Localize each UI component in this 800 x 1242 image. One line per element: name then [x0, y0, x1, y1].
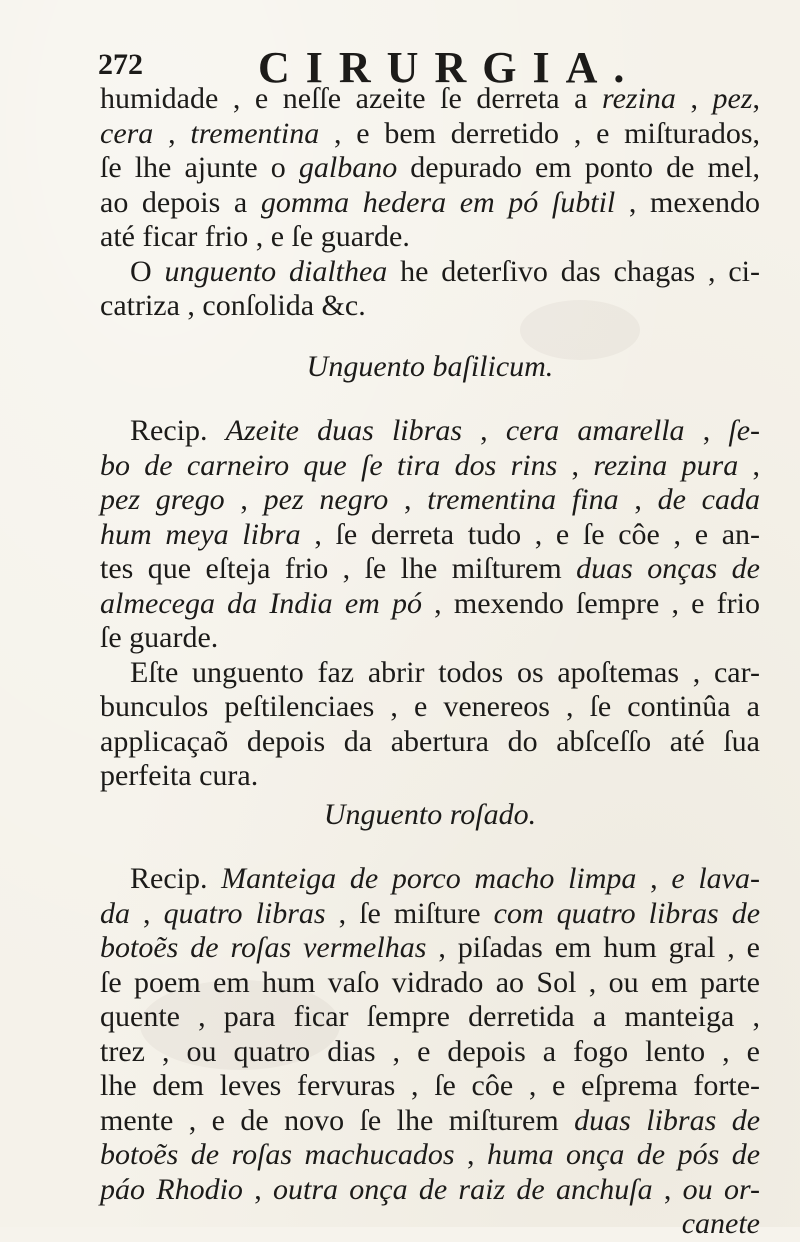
- text-run: ,: [684, 414, 729, 447]
- text-run: ,: [242, 1172, 273, 1206]
- paragraph: [100, 656, 760, 794]
- text-run: Recip.: [130, 862, 222, 895]
- text-run: ſe guarde.: [100, 621, 219, 654]
- text-run: até ficar frio , e ſe guarde.: [100, 220, 410, 253]
- italic-text: ſe-: [728, 414, 761, 447]
- text-run: Recip.: [130, 414, 226, 447]
- text-run: ,: [153, 116, 191, 150]
- text-run: ,: [675, 82, 713, 115]
- text-run: ,: [224, 483, 264, 516]
- italic-text: almecega da India em pó: [100, 586, 422, 620]
- text-run: mente , e de novo ſe lhe miſturem: [100, 1103, 575, 1137]
- text-line: [100, 220, 760, 255]
- text-line: [100, 289, 760, 324]
- catchword: canete: [681, 1207, 760, 1240]
- text-run: tes que eſteja frio , ſe lhe miſturem: [100, 552, 577, 585]
- text-run: ſe lhe ajunte o: [100, 151, 299, 184]
- text-run: , piſadas em hum gral , e: [426, 931, 761, 964]
- text-run: humidade , e neſſe azeite ſe derreta a: [100, 82, 603, 115]
- italic-text: trementina fina: [427, 483, 619, 516]
- text-run: ao depois a: [100, 185, 261, 219]
- text-run: ,: [462, 414, 506, 447]
- text-run: ,: [652, 1172, 683, 1206]
- recipe-paragraph: [100, 862, 760, 1207]
- text-run: lhe dem leves fervuras , ſe côe , e eſprema forte-: [100, 1069, 760, 1102]
- italic-text: com quatro libras de: [493, 896, 761, 930]
- italic-text: pez: [712, 82, 753, 115]
- text-run: perfeita cura.: [100, 759, 259, 792]
- italic-text: cera amarella: [505, 414, 685, 447]
- italic-text: Manteiga de porco macho limpa: [221, 862, 637, 895]
- text-line: [100, 725, 760, 760]
- text-run: , mexendo ſempre , e frio: [422, 586, 760, 620]
- text-line: [100, 518, 760, 553]
- section-heading: Unguento roſado.: [323, 797, 537, 831]
- text-line: [100, 483, 760, 518]
- text-line: [100, 897, 760, 932]
- italic-text: hum meya libra: [100, 517, 301, 551]
- text-line: [100, 1035, 760, 1070]
- italic-text: pez grego: [100, 483, 225, 516]
- italic-text: botoẽs de roſas vermelhas: [100, 931, 427, 964]
- text-run: ,: [738, 448, 761, 482]
- text-line: [100, 1138, 760, 1173]
- italic-text: gomma hedera em pó ſubtil: [260, 185, 616, 219]
- text-line: [100, 1069, 760, 1104]
- italic-text: botoẽs de roſas machucados: [100, 1138, 455, 1171]
- italic-text: pez negro: [263, 483, 389, 516]
- text-line: [100, 1104, 760, 1139]
- italic-text: ou or-: [682, 1172, 761, 1206]
- text-run: , e bem derretido , e miſturados,: [319, 116, 761, 150]
- text-run: quente , para ficar ſempre derretida a manteiga ,: [100, 1000, 760, 1033]
- running-head: CIRURGIA.: [258, 43, 641, 92]
- italic-text: bo de carneiro que ſe tira dos rins: [100, 448, 558, 482]
- text-line: [100, 931, 760, 966]
- text-run: catriza , conſolida &c.: [100, 289, 366, 322]
- text-run: , ſe derreta tudo , e ſe côe , e an-: [300, 517, 760, 551]
- text-run: ,: [557, 448, 594, 482]
- text-run: ,: [454, 1138, 487, 1171]
- text-run: ſe poem em hum vaſo vidrado ao Sol , ou em parte: [100, 965, 760, 999]
- text-line: [100, 690, 760, 725]
- italic-text: da: [100, 896, 130, 930]
- text-line: [100, 759, 760, 794]
- recipe-paragraph: [100, 414, 760, 656]
- italic-text: outra onça de raiz de anchuſa: [272, 1172, 653, 1206]
- text-line: [100, 552, 760, 587]
- text-line: [100, 449, 760, 484]
- text-run: applicaçaõ depois da abertura do abſceſſo até ſua: [100, 724, 760, 758]
- italic-text: duas onças de: [576, 552, 760, 585]
- text-run: Eſte unguento faz abrir todos os apoſtemas , car-: [130, 655, 760, 689]
- text-line: [100, 1000, 760, 1035]
- text-line: [100, 117, 760, 152]
- text-line: [100, 966, 760, 1001]
- text-line: [100, 151, 760, 186]
- text-run: ,: [752, 82, 761, 115]
- text-run: , ſe miſture: [325, 896, 494, 930]
- paragraph: [100, 82, 760, 255]
- text-run: , mexendo: [615, 185, 760, 219]
- page-number: 272: [98, 48, 143, 81]
- text-run: ,: [618, 483, 658, 516]
- text-run: trez , ou quatro dias , e depois a fogo lento , e: [100, 1034, 760, 1068]
- italic-text: rezina: [602, 82, 676, 115]
- text-line: [100, 1173, 760, 1208]
- italic-text: rezina pura: [593, 448, 739, 482]
- italic-text: huma onça de pós de: [486, 1138, 761, 1171]
- italic-text: trementina: [190, 116, 320, 150]
- italic-text: páo Rhodio: [100, 1172, 243, 1206]
- text-line: [100, 186, 760, 221]
- body-text: [100, 82, 760, 1242]
- text-line: [100, 862, 760, 897]
- text-line: [100, 621, 760, 656]
- italic-text: e lava-: [671, 862, 760, 895]
- italic-text: cera: [100, 116, 154, 150]
- text-run: depurado em ponto de mel,: [397, 151, 760, 184]
- text-run: ,: [130, 896, 164, 930]
- text-line: [100, 587, 760, 622]
- italic-text: galbano: [298, 151, 398, 184]
- italic-text: de cada: [657, 483, 760, 516]
- text-line: [100, 82, 760, 117]
- text-run: bunculos peſtilenciaes , e venereos , ſe continûa a: [100, 690, 760, 723]
- italic-text: unguento dialthea: [164, 254, 388, 288]
- text-line: [100, 414, 760, 449]
- text-line: [100, 255, 760, 290]
- italic-text: duas libras de: [574, 1103, 761, 1137]
- text-run: ,: [636, 862, 672, 895]
- text-run: O: [130, 254, 165, 288]
- paragraph: [100, 255, 760, 324]
- italic-text: Azeite duas libras: [225, 414, 462, 447]
- text-line: [100, 656, 760, 691]
- text-run: ,: [388, 483, 428, 516]
- text-run: he deterſivo das chagas , ci-: [387, 254, 760, 288]
- section-heading: Unguento baſilicum.: [306, 349, 554, 383]
- italic-text: quatro libras: [163, 896, 326, 930]
